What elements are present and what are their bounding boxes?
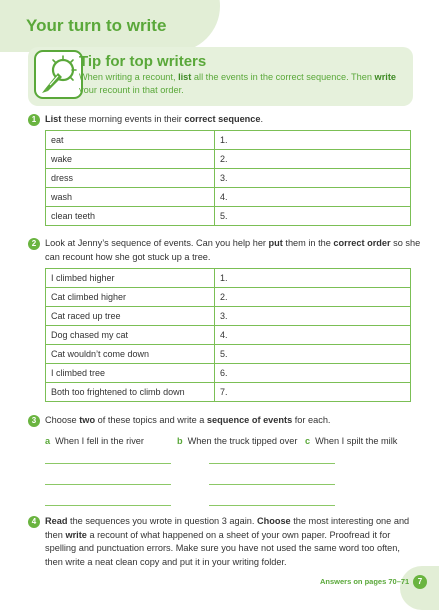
question-4-number: 4	[28, 516, 40, 528]
answer-cell[interactable]: 2.	[215, 150, 411, 169]
answer-cell[interactable]: 4.	[215, 326, 411, 345]
question-1-text: List these morning events in their correct sequence.	[45, 114, 264, 124]
event-cell: dress	[46, 169, 215, 188]
page-number: 7	[413, 575, 427, 589]
answer-cell[interactable]: 1.	[215, 131, 411, 150]
event-cell: wake	[46, 150, 215, 169]
writing-line[interactable]	[45, 463, 171, 464]
answer-cell[interactable]: 2.	[215, 288, 411, 307]
answer-cell[interactable]: 7.	[215, 383, 411, 402]
tip-box	[28, 47, 413, 106]
answer-cell[interactable]: 5.	[215, 345, 411, 364]
question-3-number: 3	[28, 415, 40, 427]
table-row	[46, 345, 411, 364]
event-cell: Cat raced up tree	[46, 307, 215, 326]
event-cell: wash	[46, 188, 215, 207]
question-3-text: Choose two of these topics and write a sequence of events for each.	[45, 415, 331, 425]
table-row	[46, 169, 411, 188]
question-2-text: Look at Jenny’s sequence of events. Can you help her put them in the correct order so she can recount how she got stuck up a tree.	[45, 238, 421, 262]
tip-title: Tip for top writers	[79, 53, 207, 70]
writing-line[interactable]	[45, 484, 171, 485]
writing-line[interactable]	[45, 505, 171, 506]
writing-line[interactable]	[209, 484, 335, 485]
table-row	[46, 188, 411, 207]
event-cell: Cat climbed higher	[46, 288, 215, 307]
table-row	[46, 207, 411, 226]
tip-text: When writing a recount, list all the events in the correct sequence. Then write your recount in that order.	[79, 72, 396, 95]
event-cell: eat	[46, 131, 215, 150]
answers-reference: Answers on pages 70–71	[320, 577, 410, 586]
answer-cell[interactable]: 3.	[215, 307, 411, 326]
table-row	[46, 288, 411, 307]
topic-b: b When the truck tipped over	[177, 436, 298, 446]
page-title: Your turn to write	[26, 16, 167, 35]
table-row	[46, 131, 411, 150]
answer-cell[interactable]: 6.	[215, 364, 411, 383]
table-row	[46, 269, 411, 288]
table-row	[46, 383, 411, 402]
morning-events-table	[45, 130, 411, 226]
writing-line[interactable]	[209, 463, 335, 464]
table-row	[46, 364, 411, 383]
topic-c: c When I spilt the milk	[305, 436, 398, 446]
table-row	[46, 326, 411, 345]
answer-cell[interactable]: 3.	[215, 169, 411, 188]
event-cell: Both too frightened to climb down	[46, 383, 215, 402]
answer-cell[interactable]: 5.	[215, 207, 411, 226]
topic-a: a When I fell in the river	[45, 436, 144, 446]
jenny-events-table	[45, 268, 411, 402]
question-4-text: Read the sequences you wrote in question 3 again. Choose the most interesting one and then write a recount of what happened on a sheet of your own paper. Proofread it for spelling and punctuation errors. Make sure you have not used the same word too often, then write a neat clean copy and put it in your writing folder.	[45, 516, 410, 567]
event-cell: I climbed higher	[46, 269, 215, 288]
event-cell: I climbed tree	[46, 364, 215, 383]
question-1-number: 1	[28, 114, 40, 126]
pen-nib-lightbulb-icon	[34, 50, 83, 99]
event-cell: Dog chased my cat	[46, 326, 215, 345]
page-header	[0, 0, 439, 50]
table-row	[46, 150, 411, 169]
writing-line[interactable]	[209, 505, 335, 506]
answer-cell[interactable]: 1.	[215, 269, 411, 288]
table-row	[46, 307, 411, 326]
event-cell: clean teeth	[46, 207, 215, 226]
question-2-number: 2	[28, 238, 40, 250]
event-cell: Cat wouldn’t come down	[46, 345, 215, 364]
answer-cell[interactable]: 4.	[215, 188, 411, 207]
